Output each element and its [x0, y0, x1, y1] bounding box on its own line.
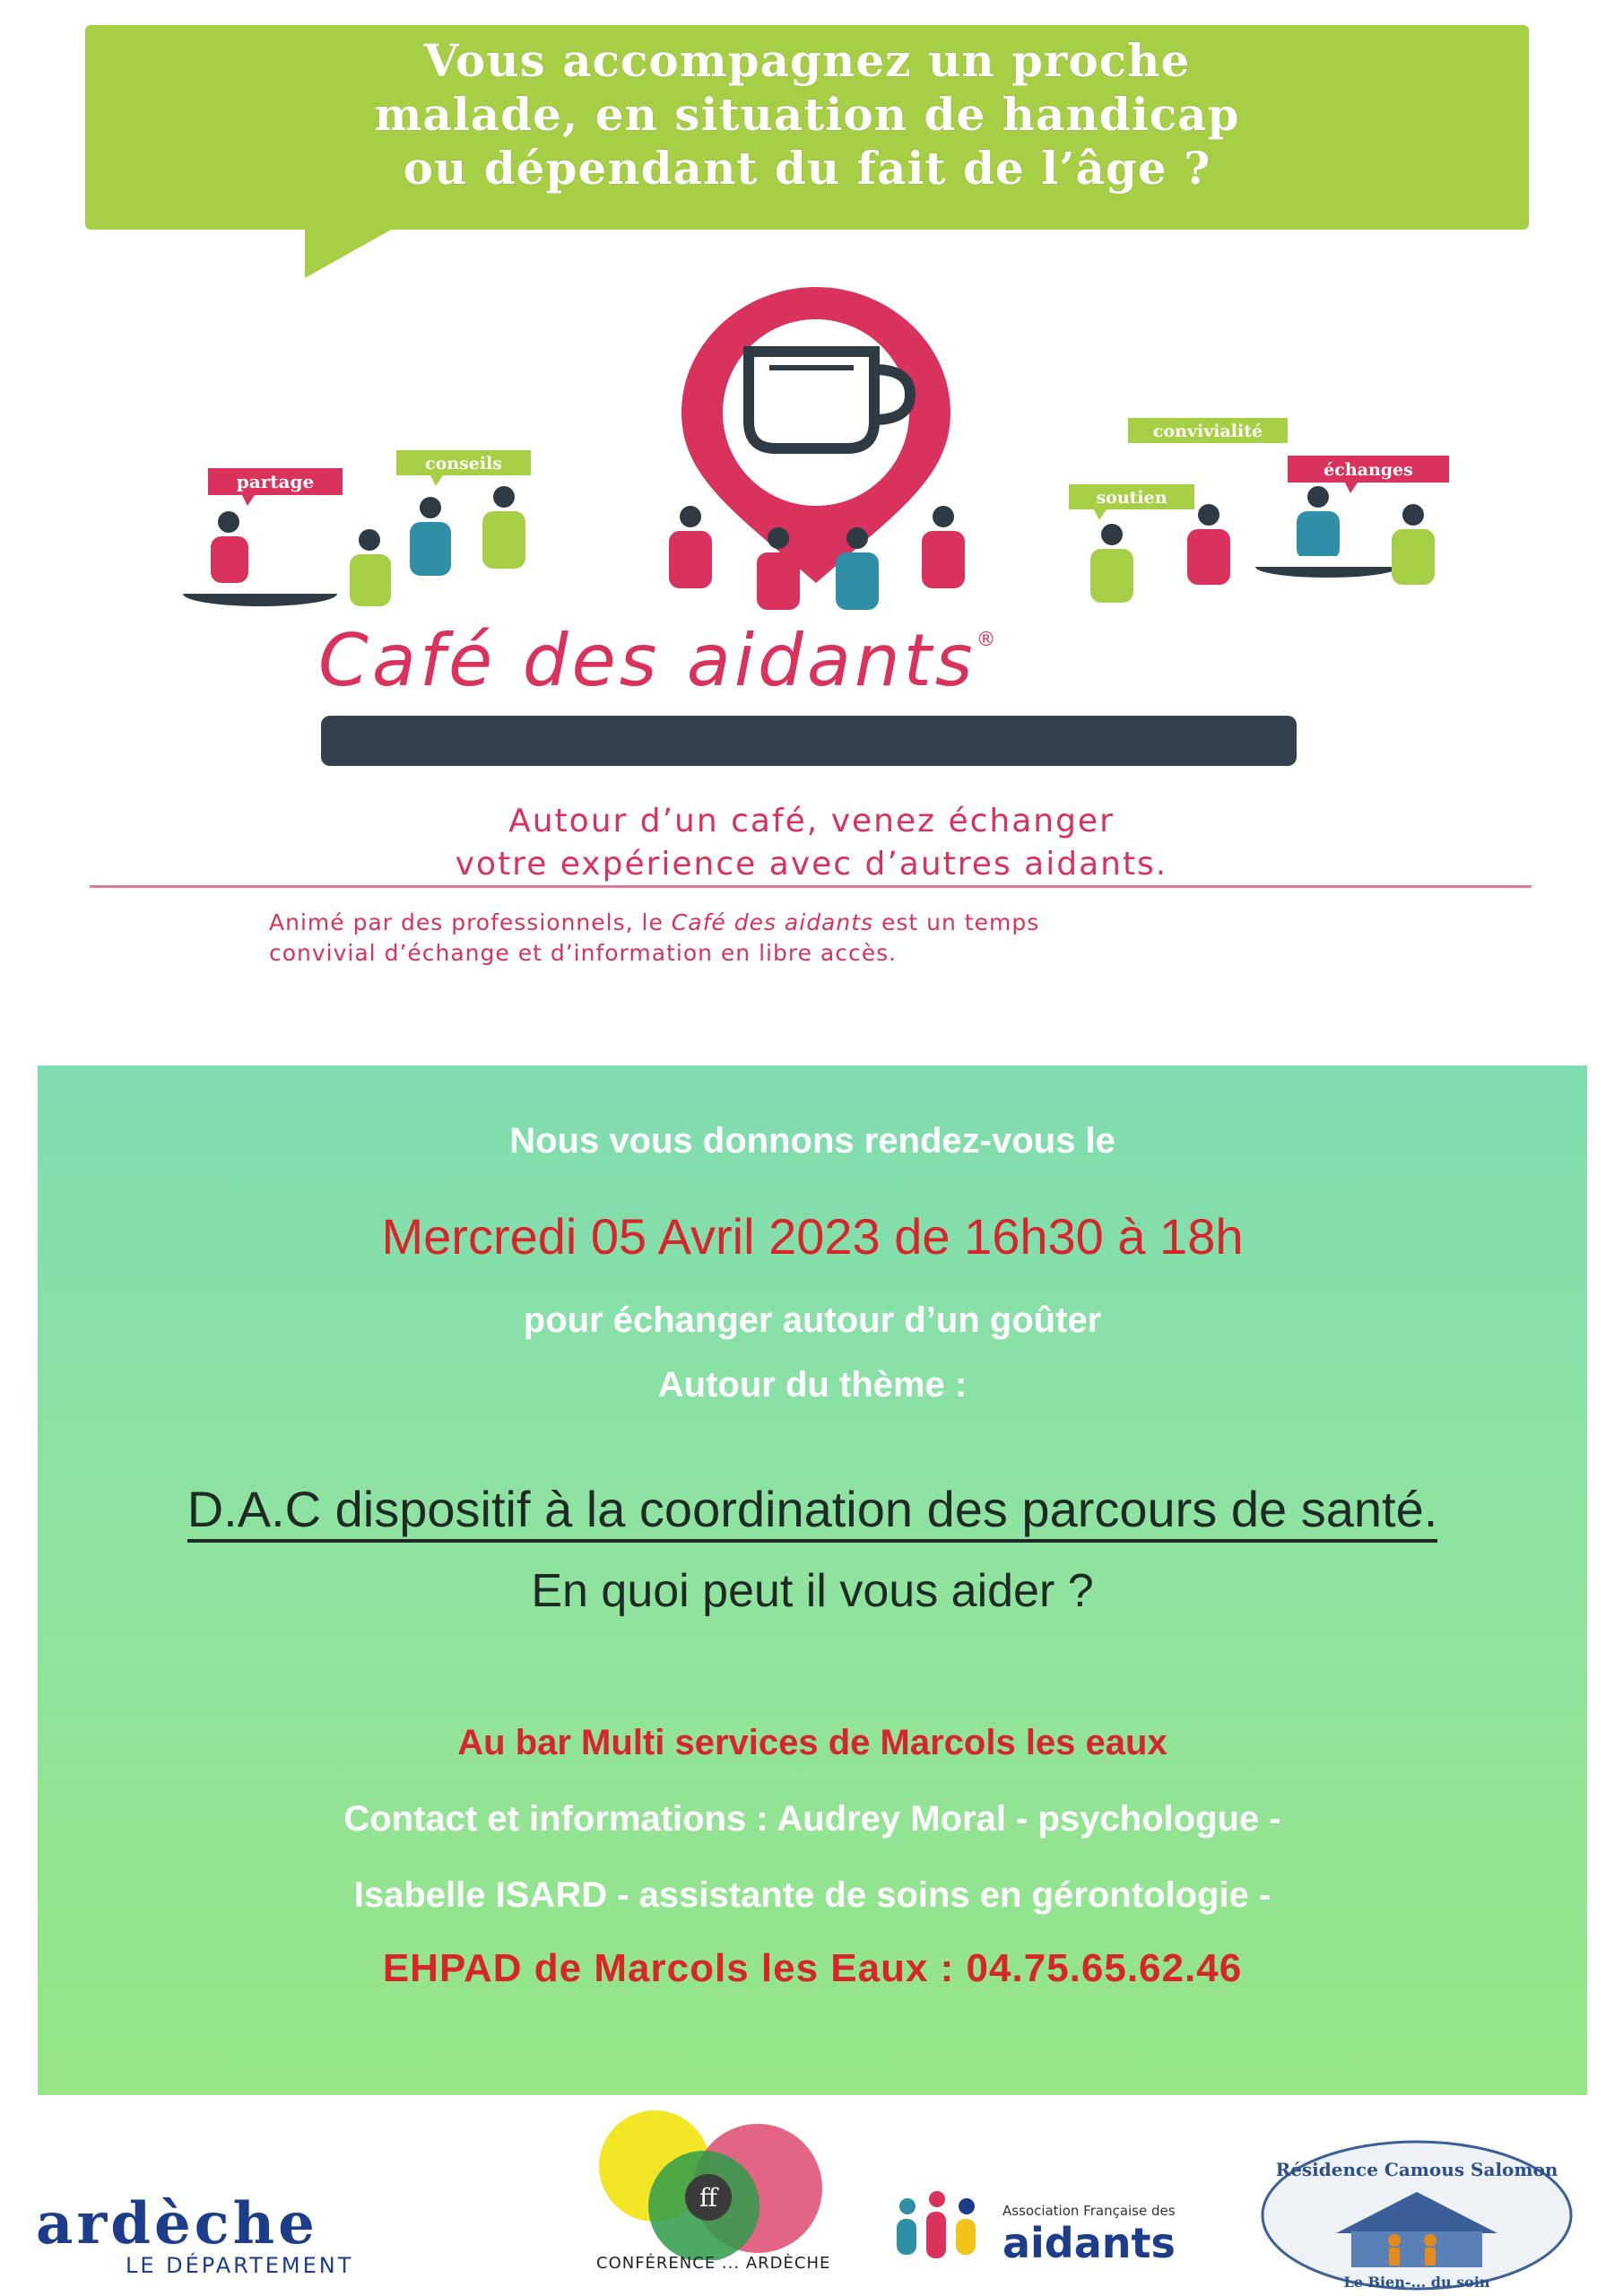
event-contact-2: Isabelle ISARD - assistante de soins en gérontologie - [353, 1875, 1271, 1915]
svg-text:Résidence Camous Salomon: Résidence Camous Salomon [1275, 2159, 1558, 2180]
association-name: aidants [1002, 2219, 1176, 2267]
label-echanges [1288, 456, 1449, 493]
event-theme [38, 1480, 1587, 1538]
event-intro: Nous vous donnons rendez-vous le [509, 1121, 1115, 1161]
note-line-1 [269, 908, 1435, 938]
header-line-1: Vous accompagnez un proche [423, 34, 1191, 87]
svg-text:partage: partage [236, 471, 315, 492]
tagline-line-1: Autour d’un café, venez échanger [508, 803, 1115, 839]
event-location: Au bar Multi services de Marcols les eaux [457, 1723, 1167, 1762]
logo-dark-bar [321, 716, 1297, 766]
header-question [85, 34, 1529, 196]
note-line-2: convivial d’échange et d’information en libre accès. [269, 940, 898, 966]
label-partage [208, 468, 343, 506]
event-theme-text: D.A.C dispositif à la coordination des parcours de santé. [187, 1481, 1438, 1543]
tagline [90, 800, 1533, 886]
label-convivialite [1128, 418, 1288, 443]
event-details-box [38, 1065, 1587, 2095]
ardeche-subtitle: LE DÉPARTEMENT [126, 2253, 354, 2278]
event-purpose: pour échanger autour d’un goûter [523, 1300, 1102, 1340]
note-text-b: est un temps [873, 909, 1040, 935]
note-text-a: Animé par des professionnels, le [269, 909, 672, 935]
event-question: En quoi peut il vous aider ? [531, 1565, 1094, 1617]
conference-logo-icon [520, 2108, 861, 2260]
header-line-3: ou dépendant du fait de l’âge ? [403, 142, 1211, 195]
event-contact-1: Contact et informations : Audrey Moral - psychologue - [343, 1799, 1281, 1839]
svg-text:conseils: conseils [425, 454, 502, 474]
ardeche-logo: ardèche [36, 2190, 318, 2257]
label-soutien [1069, 484, 1194, 520]
svg-text:convivialité: convivialité [1152, 422, 1263, 441]
association-small-text: Association Française des [1002, 2203, 1176, 2219]
intro-note [269, 908, 1435, 969]
divider [90, 885, 1532, 888]
event-phone: EHPAD de Marcols les Eaux : 04.75.65.62.46 [382, 1946, 1243, 1990]
note-text-em: Café des aidants [671, 909, 874, 935]
svg-text:Le Bien-... du soin: Le Bien-... du soin [1343, 2274, 1490, 2291]
event-date: Mercredi 05 Avril 2023 de 16h30 à 18h [381, 1208, 1244, 1265]
cafe-des-aidants-title [318, 619, 1305, 702]
tagline-line-2: votre expérience avec d’autres aidants. [455, 846, 1168, 883]
svg-text:ff: ff [699, 2183, 717, 2213]
conference-text: CONFÉRENCE ... ARDÈCHE [596, 2254, 831, 2273]
location-pin-icon [681, 287, 950, 583]
label-conseils [396, 450, 531, 486]
event-theme-label: Autour du thème : [657, 1365, 968, 1405]
title-text: Café des aidants [318, 619, 976, 702]
registered-mark: ® [976, 629, 1000, 651]
svg-text:soutien: soutien [1096, 488, 1167, 508]
svg-text:échanges: échanges [1324, 460, 1413, 480]
residence-camous-salomon-logo [1251, 2135, 1583, 2296]
cafe-des-aidants-logo [161, 278, 1471, 637]
speech-bubble-tail [305, 228, 395, 278]
header-line-2: malade, en situation de handicap [374, 88, 1240, 141]
aidants-association-icon [888, 2188, 995, 2269]
